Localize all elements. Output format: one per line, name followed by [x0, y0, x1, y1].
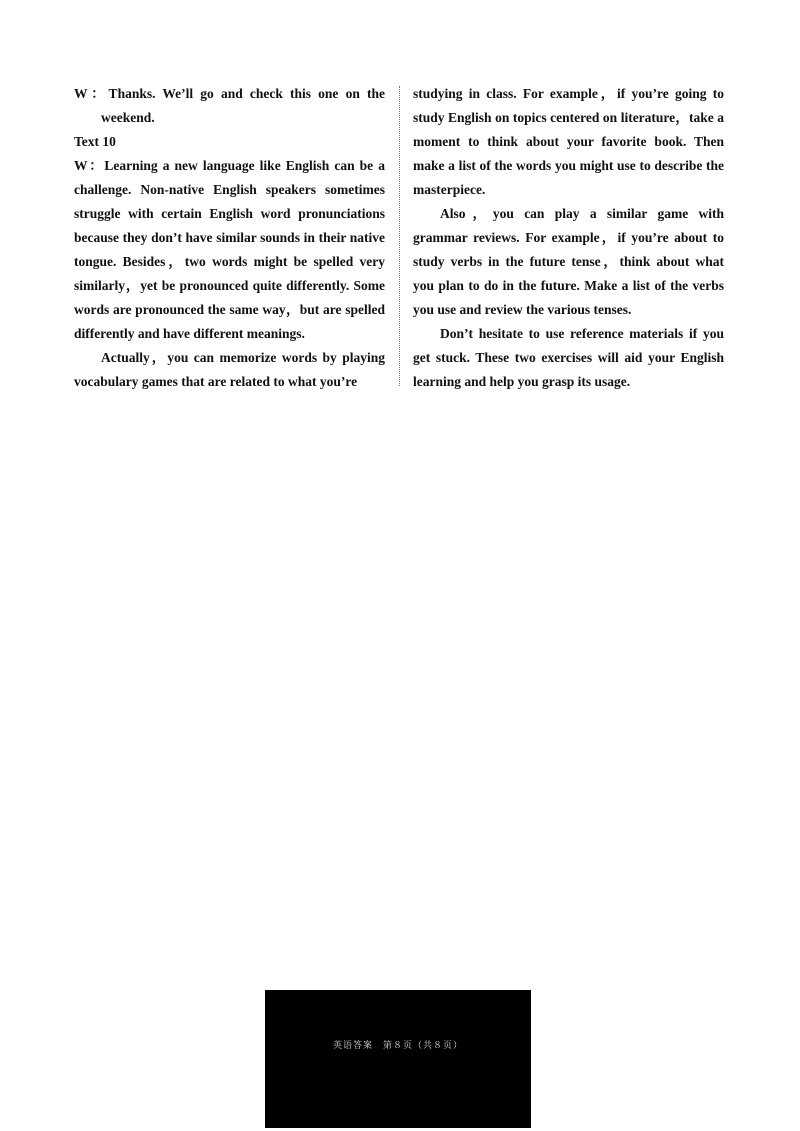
- paragraph: W：Learning a new language like English can be a challenge. Non-native English speakers sometimes struggle with certain English word pronunciations because they don’t have similar sounds in their native tongue. Besides，two words might be spelled very similarly，yet be pronounced quite differently. Some words are pronounced the same way，but are spelled differently and have different meanings.: [74, 158, 385, 341]
- left-column: [74, 82, 385, 394]
- right-column: [413, 82, 724, 394]
- page-number-label: 英语答案 第８页（共８页）: [332, 1041, 463, 1051]
- column-divider: [399, 86, 400, 386]
- paragraph: Also，you can play a similar game with grammar reviews. For example，if you’re about to study verbs in the future tense，think about what you plan to do in the future. Make a list of the verbs you use and review the various tenses.: [413, 206, 724, 317]
- paragraph: Actually，you can memorize words by playing vocabulary games that are related to what you’re: [74, 350, 385, 389]
- dialogue-line-w: W：Thanks. We’ll go and check this one on the weekend.: [74, 86, 385, 125]
- paragraph: studying in class. For example，if you’re going to study English on topics centered on literature，take a moment to think about your favorite book. Then make a list of the words you might use to describe the masterpiece.: [413, 86, 724, 197]
- page-footer-block: [265, 990, 531, 1128]
- paragraph: Don’t hesitate to use reference materials if you get stuck. These two exercises will aid your English learning and help you grasp its usage.: [413, 326, 724, 389]
- section-heading-text-10: Text 10: [74, 134, 116, 149]
